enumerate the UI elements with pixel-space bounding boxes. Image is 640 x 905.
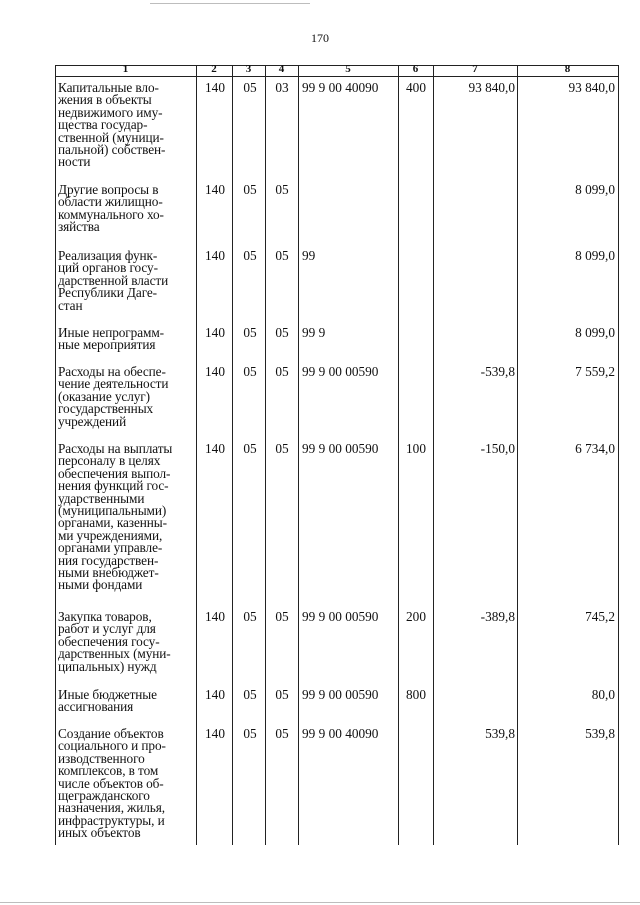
row-label: Расходы на выплаты персоналу в целях обеспечения выпол- нения функций гос- ударственными (муниципальными) органами, казенны- ми учреждениями, органами управле- ния государствен- ными внебюджет- ными фондами	[58, 441, 173, 593]
column-header: 2	[211, 63, 217, 75]
cell-change: -539,8	[480, 364, 515, 379]
row-label: Закупка товаров, работ и услуг для обеспечения госу- дарственных (муни- ципальных) нужд	[58, 609, 171, 674]
column-header: 6	[412, 63, 419, 75]
column-border	[232, 65, 233, 845]
row-label: Реализация функ- ций органов госу- дарственной власти Республики Даге- стан	[58, 248, 169, 313]
scan-artifact-bottom	[0, 902, 640, 903]
cell-subchapter: 05	[275, 182, 289, 197]
page-number: 170	[311, 31, 329, 45]
cell-target-item: 99	[302, 248, 316, 263]
cell-section: 140	[205, 80, 225, 95]
cell-target-item: 99 9 00 00590	[302, 364, 379, 379]
column-header: 3	[245, 63, 252, 75]
cell-chapter: 05	[243, 687, 257, 702]
row-label: Расходы на обеспе- чение деятельности (оказание услуг) государственных учреждений	[58, 364, 169, 429]
cell-target-item: 99 9 00 40090	[302, 80, 379, 95]
cell-total: 8 099,0	[575, 325, 615, 340]
table-header-border	[55, 76, 619, 77]
column-header: 1	[122, 63, 129, 75]
row-label: Создание объектов социального и про- изводственного комплексов, в том числе объектов об- щегражданского назначения, жилья, инфраструктуры, и иных объектов	[58, 726, 166, 841]
cell-expense-type: 400	[406, 80, 426, 95]
column-border	[55, 65, 56, 845]
cell-section: 140	[205, 325, 225, 340]
cell-total: 7 559,2	[575, 364, 615, 379]
cell-total: 8 099,0	[575, 182, 615, 197]
cell-subchapter: 05	[275, 364, 289, 379]
cell-total: 80,0	[591, 687, 615, 702]
cell-total: 6 734,0	[575, 441, 615, 456]
cell-section: 140	[205, 182, 225, 197]
cell-total: 745,2	[585, 609, 615, 624]
cell-chapter: 05	[243, 726, 257, 741]
column-header: 7	[472, 63, 478, 75]
cell-subchapter: 05	[275, 325, 289, 340]
cell-total: 8 099,0	[575, 248, 615, 263]
cell-change: 93 840,0	[468, 80, 515, 95]
row-label: Капитальные вло- жения в объекты недвижимого иму- щества государ- ственной (муници- пальной) собствен- ности	[58, 80, 166, 170]
cell-target-item: 99 9 00 00590	[302, 687, 379, 702]
cell-expense-type: 100	[406, 441, 426, 456]
cell-subchapter: 05	[275, 609, 289, 624]
table-header	[55, 65, 619, 76]
cell-chapter: 05	[243, 609, 257, 624]
cell-section: 140	[205, 248, 225, 263]
cell-subchapter: 05	[275, 441, 289, 456]
column-border	[398, 65, 399, 845]
cell-change: 539,8	[485, 726, 515, 741]
cell-expense-type: 800	[406, 687, 426, 702]
column-border	[433, 65, 434, 845]
cell-section: 140	[205, 687, 225, 702]
column-border	[265, 65, 266, 845]
scan-artifact-top	[150, 3, 310, 4]
row-label: Иные непрограмм- ные мероприятия	[58, 325, 164, 353]
cell-section: 140	[205, 609, 225, 624]
cell-target-item: 99 9	[302, 325, 326, 340]
cell-chapter: 05	[243, 248, 257, 263]
column-border	[298, 65, 299, 845]
column-header: 8	[564, 63, 571, 75]
cell-subchapter: 03	[275, 80, 289, 95]
cell-expense-type: 200	[406, 609, 426, 624]
cell-chapter: 05	[243, 325, 257, 340]
column-border	[196, 65, 197, 845]
cell-section: 140	[205, 364, 225, 379]
cell-change: -389,8	[480, 609, 515, 624]
row-label: Другие вопросы в области жилищно- коммунального хо- зяйства	[58, 182, 164, 235]
column-border	[517, 65, 518, 845]
cell-target-item: 99 9 00 00590	[302, 441, 379, 456]
cell-chapter: 05	[243, 364, 257, 379]
column-border	[618, 65, 619, 845]
cell-subchapter: 05	[275, 248, 289, 263]
cell-subchapter: 05	[275, 687, 289, 702]
cell-chapter: 05	[243, 80, 257, 95]
cell-change: -150,0	[480, 441, 515, 456]
cell-section: 140	[205, 441, 225, 456]
cell-total: 539,8	[585, 726, 615, 741]
cell-target-item: 99 9 00 40090	[302, 726, 379, 741]
row-label: Иные бюджетные ассигнования	[58, 687, 157, 715]
cell-target-item: 99 9 00 00590	[302, 609, 379, 624]
cell-chapter: 05	[243, 182, 257, 197]
column-header: 4	[278, 63, 285, 75]
cell-subchapter: 05	[275, 726, 289, 741]
column-header: 5	[345, 63, 351, 75]
cell-section: 140	[205, 726, 225, 741]
cell-total: 93 840,0	[568, 80, 615, 95]
cell-chapter: 05	[243, 441, 257, 456]
